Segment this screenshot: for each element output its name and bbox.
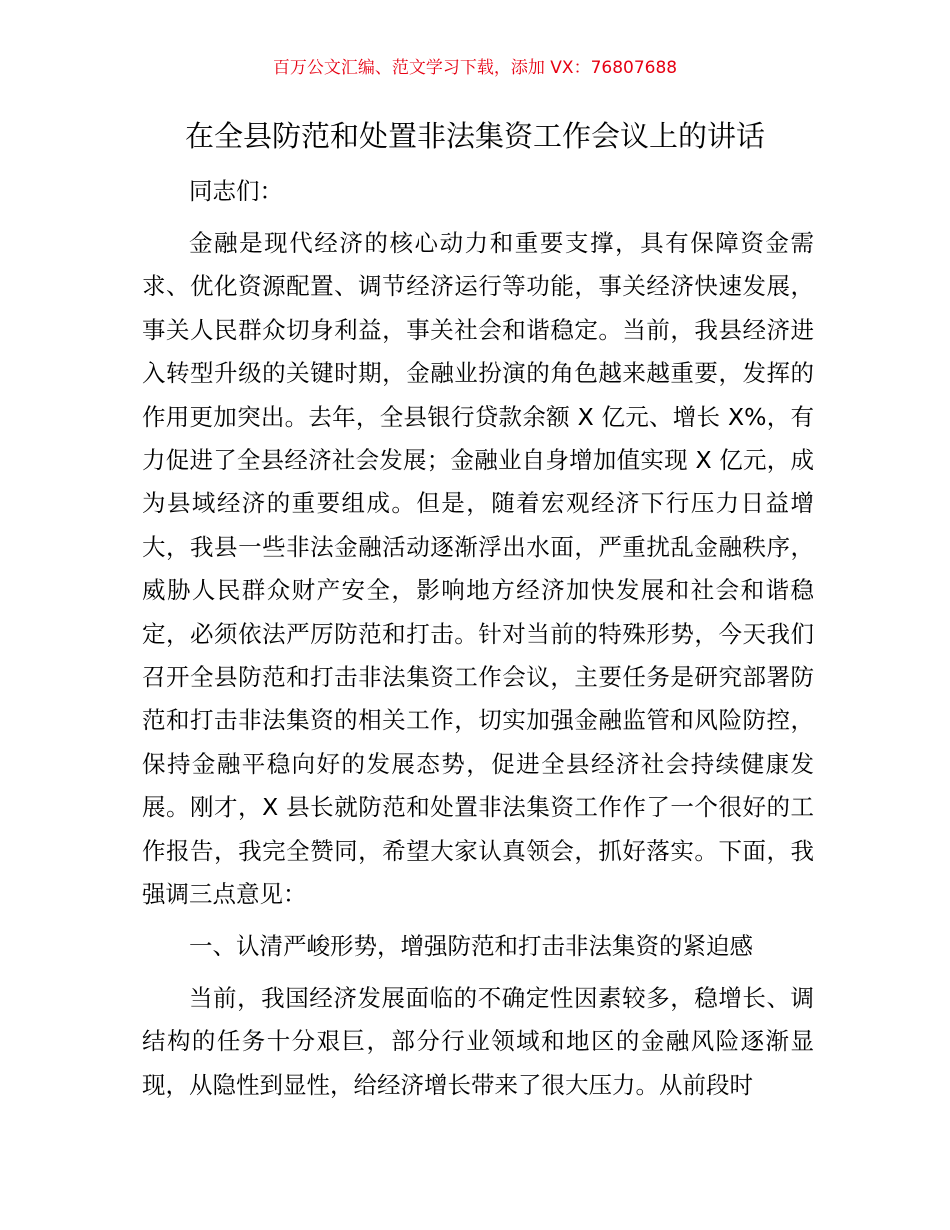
section-heading: 一、认清严峻形势，增强防范和打击非法集资的紧迫感 xyxy=(189,931,753,960)
section-paragraph: 当前，我国经济发展面临的不确定性因素较多，稳增长、调结构的任务十分艰巨，部分行业领域和地区的金融风险逐渐显现，从隐性到显性，给经济增长带来了很大压力。从前段时 xyxy=(142,983,814,1099)
greeting: 同志们： xyxy=(189,177,283,205)
header-banner: 百万公文汇编、范文学习下载，添加 VX：76807688 xyxy=(272,58,678,78)
document-body xyxy=(142,170,814,1107)
body-paragraph: 金融是现代经济的核心动力和重要支撑，具有保障资金需求、优化资源配置、调节经济运行等功能，事关经济快速发展，事关人民群众切身利益，事关社会和谐稳定。当前，我县经济进入转型升级的关键时期，金融业扮演的角色越来越重要，发挥的作用更加突出。去年，全县银行贷款余额 X 亿元、增长 X%，有力促进了全县经济社会发展；金融业自身增加值实现 X 亿元，成为县域经济的重要组成。但是，随着宏观经济下行压力日益增大，我县一些非法金融活动逐渐浮出水面，严重扰乱金融秩序，威胁人民群众财产安全，影响地方经济加快发展和社会和谐稳定，必须依法严厉防范和打击。针对当前的特殊形势，今天我们召开全县防范和打击非法集资工作会议，主要任务是研究部署防范和打击非法集资的相关工作，切实加强金融监管和风险防控，保持金融平稳向好的发展态势，促进全县经济社会持续健康发展。刚才，X 县长就防范和处置非法集资工作作了一个很好的工作报告，我完全赞同，希望大家认真领会，抓好落实。下面，我强调三点意见： xyxy=(142,228,814,908)
document-title: 在全县防范和处置非法集资工作会议上的讲话 xyxy=(184,119,765,153)
